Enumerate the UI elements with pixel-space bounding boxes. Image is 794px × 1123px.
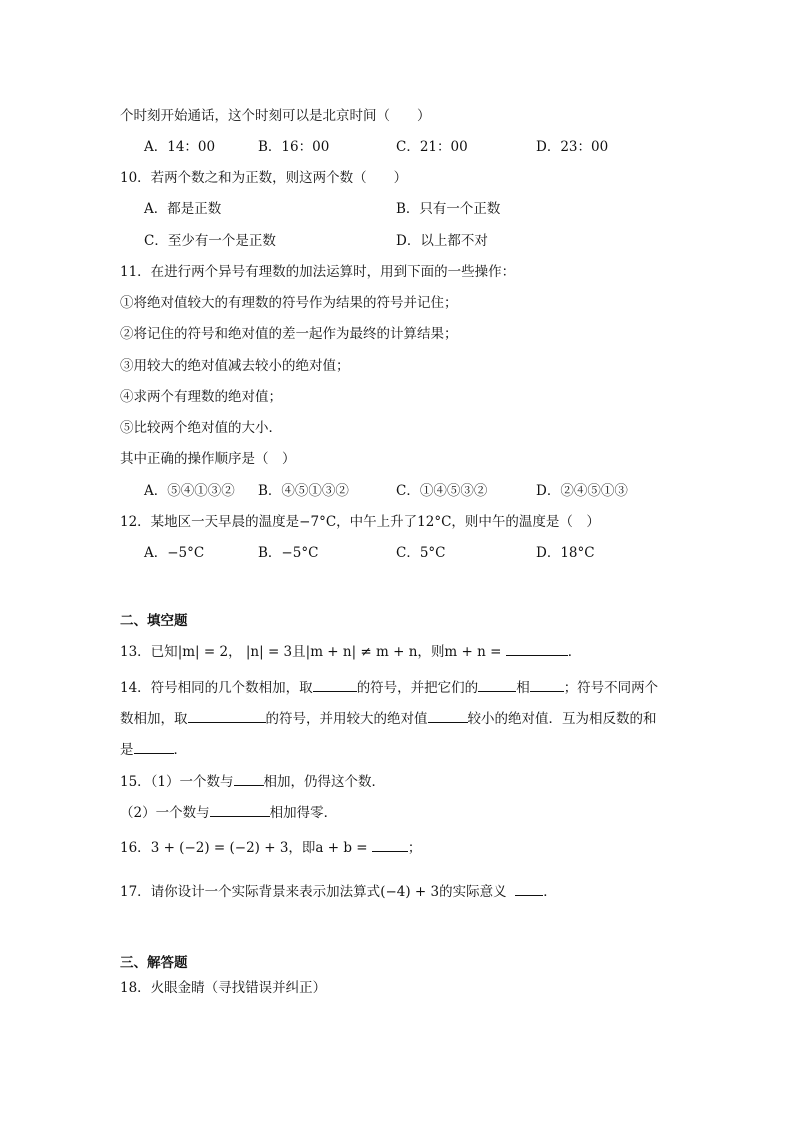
q14-text-1d: ；符号不同两个 (563, 680, 659, 696)
q17-line (120, 880, 557, 900)
q12-option-a: A．−5°C (144, 545, 205, 561)
q13-condition-n: |n| = 3且 (245, 644, 306, 660)
q10-stem: 10．若两个数之和为正数，则这两个数（ ） (120, 170, 408, 186)
q14-text-2c: 较小的绝对值．互为相反数的和 (467, 711, 657, 727)
q15-text-2b: 相加得零． (269, 805, 338, 821)
q14-text-2a: 数相加，取 (120, 711, 188, 727)
q16-end: ； (407, 840, 422, 856)
q13-prefix: 13．已知 (120, 644, 178, 660)
q17-expression: (−4) + 3 (380, 884, 440, 900)
q11-stem: 11．在进行两个异号有理数的加法运算时，用到下面的一些操作： (120, 264, 516, 280)
q17-end: ． (543, 884, 557, 900)
q12-option-c: C．5°C (396, 545, 446, 561)
q16-prefix: 16． (120, 840, 151, 856)
q11-step-5: ⑤比较两个绝对值的大小． (120, 420, 282, 436)
q16-answer-blank[interactable] (372, 837, 408, 852)
q14-line-3 (120, 738, 187, 758)
q14-blank-1[interactable] (313, 677, 357, 692)
q12-stem: 12．某地区一天早晨的温度是−7°C，中午上升了12°C，则中午的温度是（ ） (120, 514, 600, 530)
q13-condition-sum: |m + n| ≠ m + n， (305, 644, 431, 660)
q10-option-a: A．都是正数 (144, 201, 222, 217)
q15-blank-1[interactable] (234, 771, 264, 786)
q11-question: 其中正确的操作顺序是（ ） (120, 451, 296, 467)
q14-text-1b: 的符号，并把它们的 (356, 680, 479, 696)
q14-blank-5[interactable] (428, 708, 468, 723)
q15-part-1 (120, 770, 385, 790)
q14-blank-4[interactable] (188, 708, 266, 723)
q12-option-b: B．−5°C (258, 545, 319, 561)
q9-option-c: C．21：00 (396, 139, 468, 155)
q11-step-3: ③用较大的绝对值减去较小的绝对值； (120, 358, 350, 374)
q10-option-c: C．至少有一个是正数 (144, 233, 276, 249)
q16-line (120, 836, 421, 856)
q14-text-3a: 是 (120, 742, 134, 758)
q11-step-4: ④求两个有理数的绝对值； (120, 389, 282, 405)
q10-option-b: B．只有一个正数 (396, 201, 501, 217)
q18-stem: 18．火眼金睛（寻找错误并纠正） (120, 980, 327, 996)
q15-text-2a: （2）一个数与 (120, 805, 210, 821)
q13-line (120, 640, 581, 660)
q11-step-1: ①将绝对值较大的有理数的符号作为结果的符号并记住； (120, 295, 458, 311)
q14-blank-2[interactable] (478, 677, 516, 692)
q13-condition-m: |m| = 2， (177, 644, 242, 660)
q17-text: 17．请你设计一个实际背景来表示加法算式 (120, 884, 381, 900)
q11-option-c: C．①④⑤③② (396, 483, 488, 499)
q9-option-b: B．16：00 (258, 139, 330, 155)
q14-blank-6[interactable] (134, 739, 174, 754)
q14-text-1a: 14．符号相同的几个数相加，取 (120, 680, 313, 696)
q11-option-a: A．⑤④①③② (144, 483, 235, 499)
q12-option-d: D．18°C (536, 545, 595, 561)
q17-answer-blank[interactable] (515, 881, 543, 896)
q13-end: ． (567, 644, 582, 660)
q15-blank-2[interactable] (210, 802, 270, 817)
q11-step-2: ②将记住的符号和绝对值的差一起作为最终的计算结果； (120, 326, 458, 342)
q11-option-b: B．④⑤①③② (258, 483, 349, 499)
section-3-heading: 三、解答题 (120, 955, 188, 971)
q9-option-a: A．14：00 (144, 139, 216, 155)
q14-blank-3[interactable] (530, 677, 564, 692)
q14-line-1 (120, 676, 658, 696)
q13-ask: 则m + n = (430, 644, 506, 660)
q15-part-2 (120, 801, 337, 821)
q14-text-3b: ． (173, 742, 187, 758)
q9-stem-tail: 个时刻开始通话，这个时刻可以是北京时间（ ） (120, 108, 431, 124)
q11-option-d: D．②④⑤①③ (536, 483, 628, 499)
q14-text-1c: 相 (516, 680, 530, 696)
q17-tail: 的实际意义 (439, 884, 507, 900)
q16-expression: 3 + (−2) = (−2) + 3，即a + b = (150, 840, 372, 856)
q14-line-2 (120, 707, 657, 727)
section-2-heading: 二、填空题 (120, 613, 188, 629)
q10-option-d: D．以上都不对 (396, 233, 488, 249)
q14-text-2b: 的符号，并用较大的绝对值 (265, 711, 428, 727)
q15-text-1a: 15．（1）一个数与 (120, 774, 234, 790)
q13-answer-blank[interactable] (506, 641, 568, 656)
q15-text-1b: 相加，仍得这个数． (263, 774, 386, 790)
q9-option-d: D．23：00 (536, 139, 609, 155)
